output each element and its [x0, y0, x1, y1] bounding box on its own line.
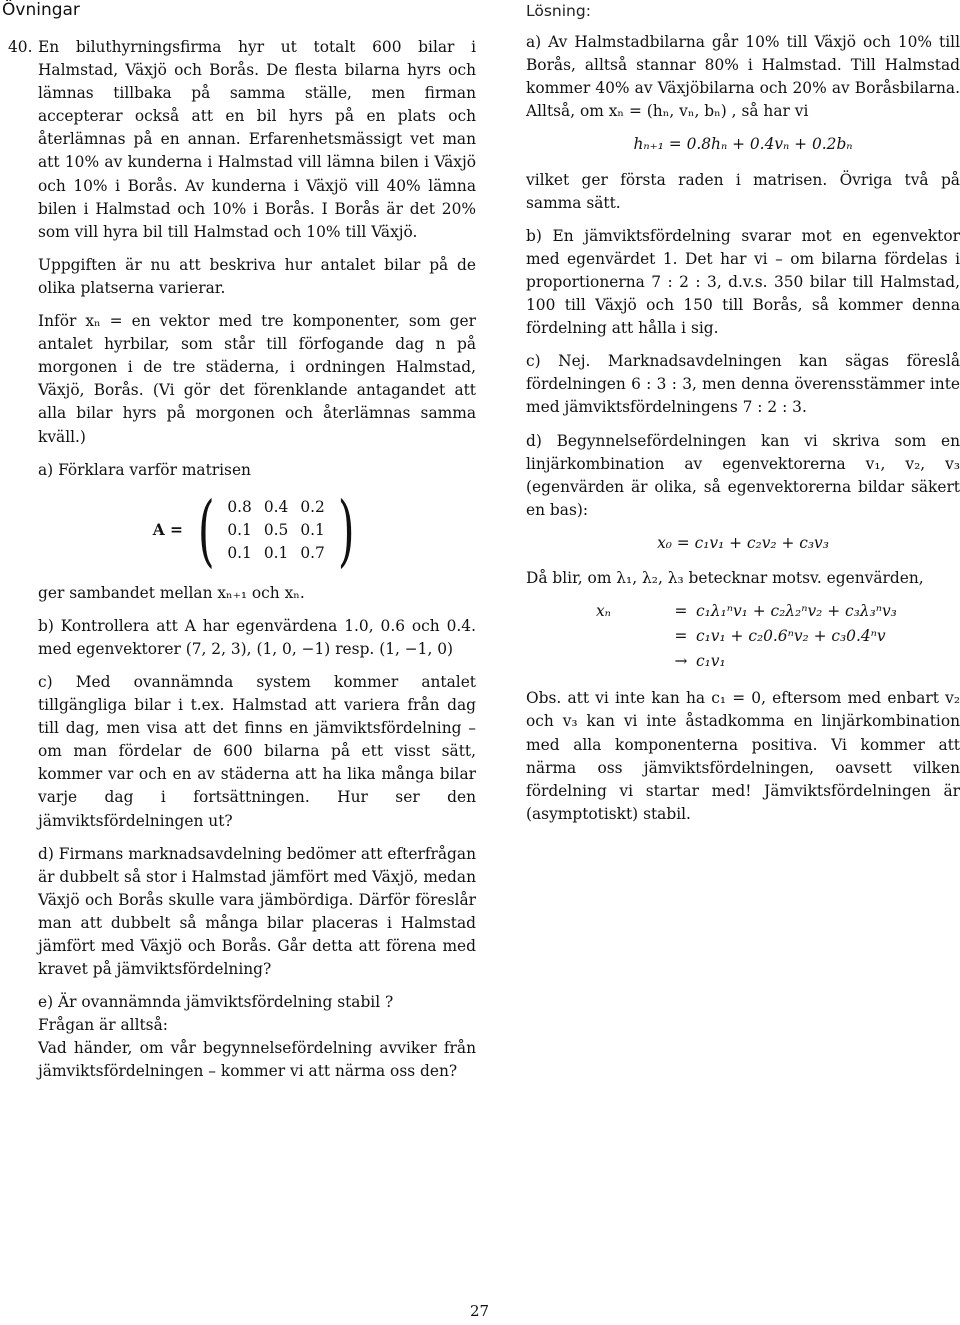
answer-c: c) Nej. Marknadsavdelningen kan sägas föreslå fördelningen 6 : 3 : 3, men denna överensstämmer inte med jämviktsfördelningens 7 : 2 : 3. — [526, 352, 960, 417]
matrix-cell: 0.5 — [263, 521, 289, 540]
question-b: b) Kontrollera att A har egenvärdena 1.0, 0.6 och 0.4. med egenvektorer (7, 2, 3), (1, 0, −1) resp. (1, −1, 0) — [38, 616, 476, 658]
question-a-tail: ger sambandet mellan xₙ₊₁ och xₙ. — [38, 583, 305, 602]
exercise-definition: Inför xₙ = en vektor med tre komponenter, som ger antalet hyrbilar, som står till förfogande dag n på morgonen i de tre städerna, i ordningen Halmstad, Växjö, Borås. (Vi gör det förenklande antagandet att alla bilar hyrs på morgonen och återlämnas samma kväll.) — [38, 312, 476, 446]
question-e-line: e) Är ovannämnda jämviktsfördelning stabil ? — [38, 993, 394, 1012]
answer-d-tail: Då blir, om λ₁, λ₂, λ₃ betecknar motsv. egenvärden, — [526, 568, 924, 587]
matrix-cell: 0.8 — [227, 498, 252, 517]
derivation — [526, 600, 960, 673]
answer-a: a) Av Halmstadbilarna går 10% till Växjö och 10% till Borås, alltså stannar 80% i Halmstad. Till Halmstad kommer 40% av Växjöbilarna och 20% av Boråsbilarna. Alltså, om xₙ = (hₙ, vₙ, bₙ) , så har vi — [526, 33, 960, 121]
exercise-task-description: Uppgiften är nu att beskriva hur antalet bilar på de olika platserna varierar. — [38, 255, 476, 297]
matrix-table — [221, 496, 330, 565]
derivation-rhs: c₁v₁ + c₂0.6ⁿv₂ + c₃0.4ⁿv — [696, 627, 886, 646]
question-e-line: Frågan är alltså: — [38, 1016, 168, 1035]
question-c: c) Med ovannämnda system kommer antalet tillgängliga bilar i t.ex. Halmstad att variera från dag till dag, men visa att det finns en jämviktsfördelning – om man fördelar de 600 bilarna på ett visst sätt, kommer var och en av städerna att ha lika många bilar varje dag i fortsättningen. Hur ser den jämviktsfördelningen ut? — [38, 672, 476, 830]
derivation-lhs — [596, 650, 666, 673]
exercise-intro: En biluthyrningsfirma hyr ut totalt 600 bilar i Halmstad, Växjö och Borås. De flesta bilarna hyrs och lämnas tillbaka på samma ställe, men firman accepterar också att en bil hyrs på en plats och återlämnas på en annan. Erfarenhetsmässigt vet man att 10% av kunderna i Halmstad vill lämna bilen i Växjö och 10% i Borås. Av kunderna i Växjö vill 40% lämna bilen i Halmstad och 10% i Borås. I Borås är det 20% som vill hyra bil till Halmstad och 10% till Växjö. — [38, 38, 476, 241]
left-paren: ( — [197, 485, 215, 576]
matrix-label: A = — [152, 521, 183, 540]
matrix-cell: 0.1 — [263, 544, 289, 563]
derivation-lhs — [596, 625, 666, 648]
answer-d: d) Begynnelsefördelningen kan vi skriva som en linjärkombination av egenvektorerna v₁, v₂, v₃ (egenvärden är olika, så egenvektorerna bildar säkert en bas): — [526, 431, 960, 519]
question-e — [38, 991, 476, 1083]
question-a: a) Förklara varför matrisen — [38, 460, 251, 479]
derivation-op: = — [674, 627, 688, 646]
derivation-rhs: c₁λ₁ⁿv₁ + c₂λ₂ⁿv₂ + c₃λ₃ⁿv₃ — [696, 602, 897, 621]
matrix-cell: 0.1 — [227, 544, 252, 563]
answer-d-equation: x₀ = c₁v₁ + c₂v₂ + c₃v₃ — [657, 533, 829, 552]
derivation-rhs: c₁v₁ — [696, 652, 726, 671]
derivation-line — [526, 650, 960, 673]
page-number: 27 — [470, 1302, 490, 1320]
solution-heading: Lösning: — [526, 2, 591, 20]
question-d: d) Firmans marknadsavdelning bedömer att efterfrågan är dubbelt så stor i Halmstad jämfört med Växjö, medan Växjö och Borås skulle vara jämbördiga. Därför föreslår man att dubbelt så många bilar placeras i Halmstad jämfört med Växjö och Borås. Går detta att förena med kravet på jämviktsfördelning? — [38, 844, 476, 979]
derivation-op: = — [674, 602, 688, 621]
matrix-cell: 0.1 — [300, 521, 325, 540]
matrix-cell: 0.7 — [300, 544, 325, 563]
answer-a-equation: hₙ₊₁ = 0.8hₙ + 0.4vₙ + 0.2bₙ — [633, 135, 853, 154]
observation: Obs. att vi inte kan ha c₁ = 0, eftersom med enbart v₂ och v₃ kan vi inte åstadkomma en linjärkombination med alla komponenterna positiva. Vi kommer att närma oss jämviktsfördelningen, oavsett vilken fördelning vi startar med! Jämviktsfördelningen är (asymptotiskt) stabil. — [526, 689, 960, 823]
derivation-line — [526, 625, 960, 648]
page-heading: Övningar — [2, 0, 80, 20]
answer-b: b) En jämviktsfördelning svarar mot en egenvektor med egenvärdet 1. Det har vi – om bilarna fördelas i proportionerna 7 : 2 : 3, d.v.s. 350 bilar till Halmstad, 100 till Växjö och 150 till Borås, så kommer denna fördelning att hålla i sig. — [526, 226, 960, 338]
derivation-line — [526, 600, 960, 623]
derivation-op: → — [674, 652, 688, 671]
right-paren: ) — [337, 485, 355, 576]
question-e-line: Vad händer, om vår begynnelsefördelning avviker från jämviktsfördelningen – kommer vi att närma oss den? — [38, 1039, 476, 1081]
matrix-cell: 0.1 — [227, 521, 252, 540]
matrix-cell: 0.4 — [263, 498, 289, 517]
matrix-A — [38, 485, 476, 576]
derivation-lhs: xₙ — [596, 602, 611, 621]
solution-column — [526, 0, 960, 836]
exercise-number: 40. — [8, 38, 33, 56]
answer-a-tail: vilket ger första raden i matrisen. Övriga två på samma sätt. — [526, 170, 960, 212]
exercise-column — [8, 36, 476, 1094]
matrix-cell: 0.2 — [300, 498, 325, 517]
